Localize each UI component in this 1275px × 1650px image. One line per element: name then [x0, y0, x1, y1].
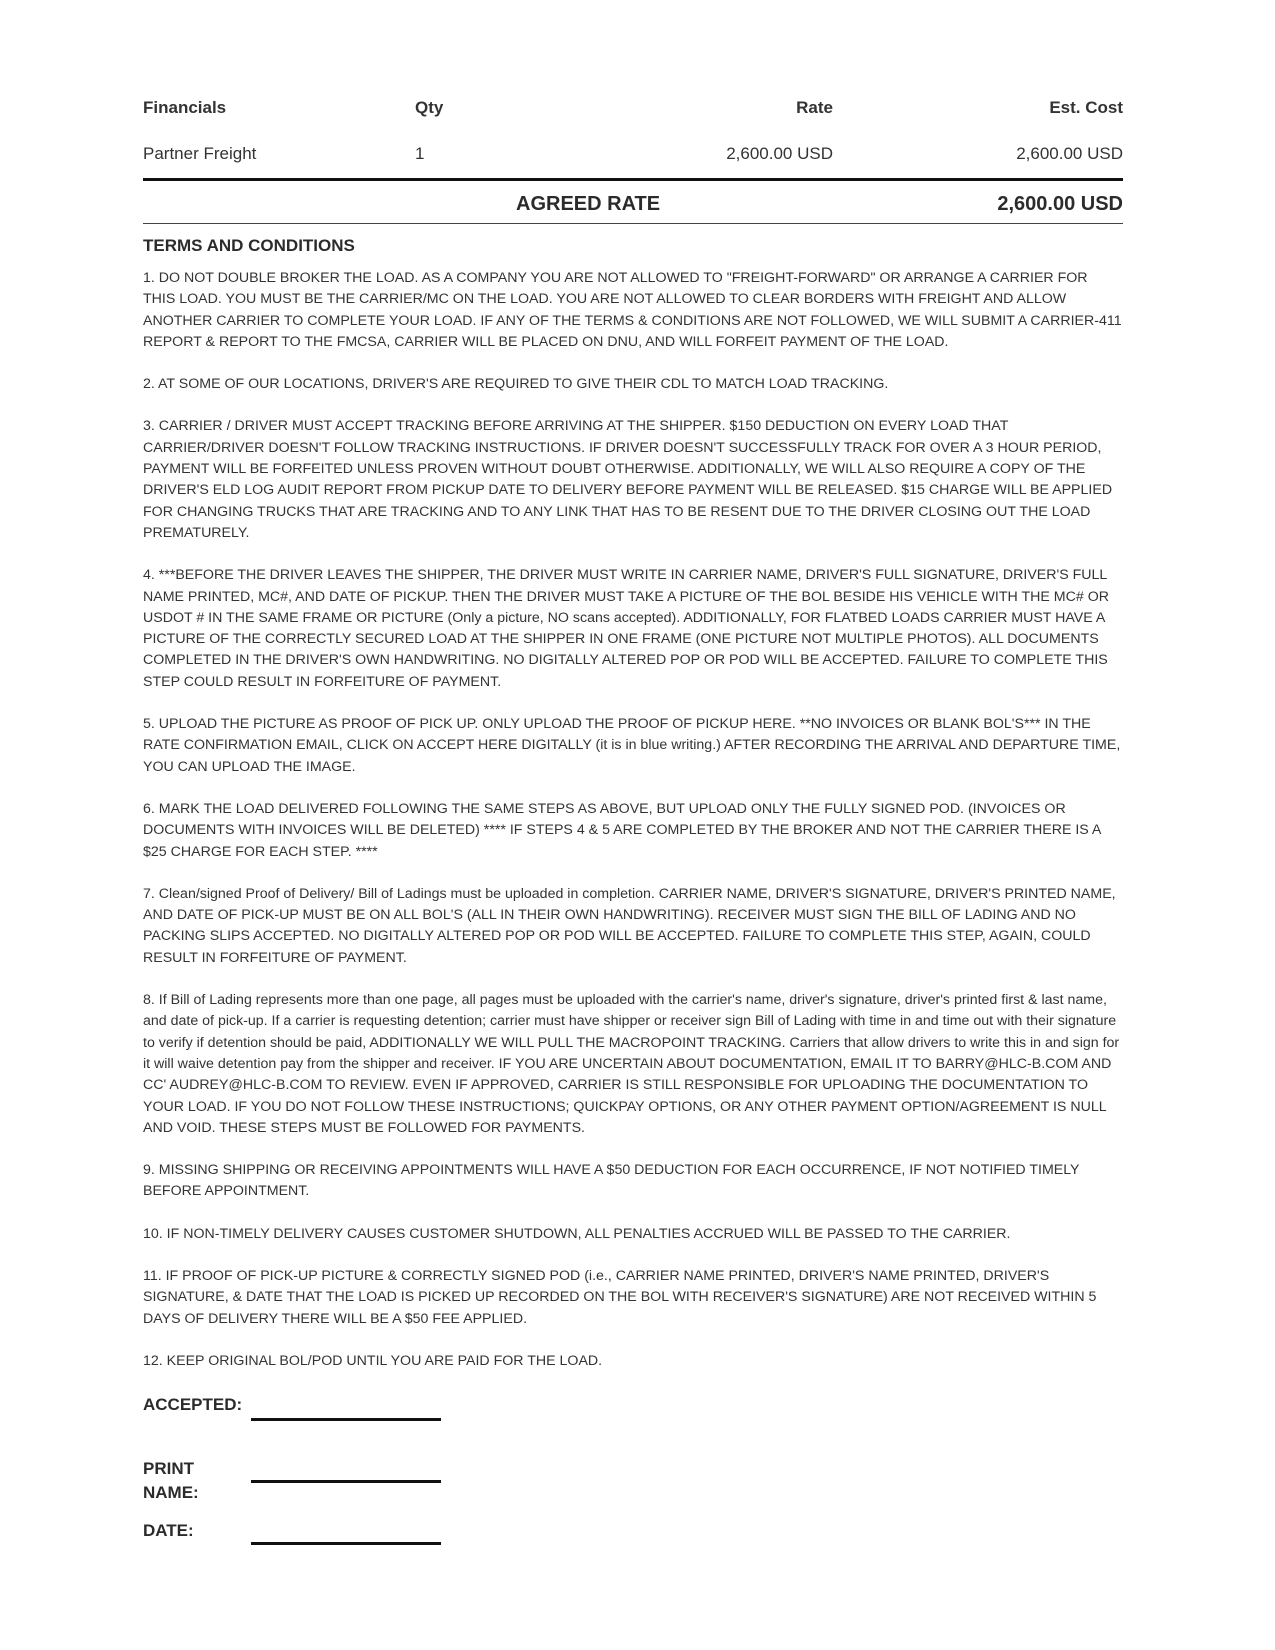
agreed-rate-label: AGREED RATE: [516, 193, 661, 215]
term-item: 7. Clean/signed Proof of Delivery/ Bill of Ladings must be uploaded in completion. CARRIER NAME, DRIVER'S SIGNATURE, DRIVER'S PRINTED NAME, AND DATE OF PICK-UP MUST BE ON ALL BOL'S (ALL IN THEIR OWN HANDWRITING). RECEIVER MUST SIGN THE BILL OF LADING AND NO PACKING SLIPS ACCEPTED. NO DIGITALLY ALTERED POP OR POD WILL BE ACCEPTED. FAILURE TO COMPLETE THIS STEP, AGAIN, COULD RESULT IN FORFEITURE OF PAYMENT.: [143, 885, 1116, 966]
term-item: 9. MISSING SHIPPING OR RECEIVING APPOINTMENTS WILL HAVE A $50 DEDUCTION FOR EACH OCCURRENCE, IF NOT NOTIFIED TIMELY BEFORE APPOINTMENT.: [143, 1162, 1080, 1200]
term-item: 2. AT SOME OF OUR LOCATIONS, DRIVER'S ARE REQUIRED TO GIVE THEIR CDL TO MATCH LOAD TRACKING.: [143, 376, 889, 393]
print-name-label-line2: NAME:: [143, 1483, 199, 1503]
term-item: 3. CARRIER / DRIVER MUST ACCEPT TRACKING BEFORE ARRIVING AT THE SHIPPER. $150 DEDUCTION ON EVERY LOAD THAT CARRIER/DRIVER DOESN'T FOLLOW TRACKING INSTRUCTIONS. IF DRIVER DOESN'T SUCCESSFULLY TRACK FOR OVER A 3 HOUR PERIOD, PAYMENT WILL BE FORFEITED UNLESS PROVEN WITHOUT DOUBT OTHERWISE. ADDITIONALLY, WE WILL ALSO REQUIRE A COPY OF THE DRIVER'S ELD LOG AUDIT REPORT FROM PICKUP DATE TO DELIVERY BEFORE PAYMENT WILL BE RELEASED. $15 CHARGE WILL BE APPLIED FOR CHANGING TRUCKS THAT ARE TRACKING AND TO ANY LINK THAT HAS TO BE RESENT DUE TO THE DRIVER CLOSING OUT THE LOAD PREMATURELY.: [143, 418, 1113, 541]
agreed-rate-row: [143, 193, 1123, 221]
accepted-label: ACCEPTED:: [143, 1395, 243, 1415]
print-name-row: [143, 1459, 1123, 1519]
rate-column-header: Rate: [796, 98, 833, 117]
date-line[interactable]: [251, 1542, 441, 1545]
date-label: DATE:: [143, 1521, 194, 1541]
financials-header-row: [143, 98, 1123, 122]
line-item-rate: 2,600.00 USD: [726, 144, 833, 163]
financials-column-header: Financials: [143, 98, 227, 117]
line-item-name: Partner Freight: [143, 144, 257, 163]
line-item-qty: 1: [415, 144, 425, 163]
term-item: 1. DO NOT DOUBLE BROKER THE LOAD. AS A COMPANY YOU ARE NOT ALLOWED TO "FREIGHT-FORWARD" OR ARRANGE A CARRIER FOR THIS LOAD. YOU MUST BE THE CARRIER/MC ON THE LOAD. YOU ARE NOT ALLOWED TO CLEAR BORDERS WITH FREIGHT AND ALLOW ANOTHER CARRIER TO COMPLETE YOUR LOAD. IF ANY OF THE TERMS & CONDITIONS ARE NOT FOLLOWED, WE WILL SUBMIT A CARRIER-411 REPORT & REPORT TO THE FMCSA, CARRIER WILL BE PLACED ON DNU, AND WILL FORFEIT PAYMENT OF THE LOAD.: [143, 270, 1122, 350]
term-item: 11. IF PROOF OF PICK-UP PICTURE & CORRECTLY SIGNED POD (i.e., CARRIER NAME PRINTED, DRIVER'S NAME PRINTED, DRIVER'S SIGNATURE, & DATE THAT THE LOAD IS PICKED UP RECORDED ON THE BOL WITH RECEIVER'S SIGNATURE) ARE NOT RECEIVED WITHIN 5 DAYS OF DELIVERY THERE WILL BE A $50 FEE APPLIED.: [143, 1267, 1097, 1327]
total-divider: [143, 178, 1123, 181]
term-item: 10. IF NON-TIMELY DELIVERY CAUSES CUSTOMER SHUTDOWN, ALL PENALTIES ACCRUED WILL BE PASSED TO THE CARRIER.: [143, 1225, 1011, 1242]
rate-confirmation-page: [143, 98, 1123, 1559]
agreed-rate-value: 2,600.00 USD: [997, 193, 1123, 215]
line-item-est-cost: 2,600.00 USD: [1016, 144, 1123, 163]
signature-block: [143, 1393, 1123, 1559]
term-item: 6. MARK THE LOAD DELIVERED FOLLOWING THE SAME STEPS AS ABOVE, BUT UPLOAD ONLY THE FULLY SIGNED POD. (INVOICES OR DOCUMENTS WITH INVOICES WILL BE DELETED) **** IF STEPS 4 & 5 ARE COMPLETED BY THE BROKER AND NOT THE CARRIER THERE IS A $25 CHARGE FOR EACH STEP. ****: [143, 800, 1101, 860]
terms-list: [143, 268, 1123, 1372]
accepted-row: [143, 1393, 1123, 1459]
print-name-label-line1: PRINT: [143, 1459, 194, 1479]
term-item: 8. If Bill of Lading represents more than one page, all pages must be uploaded with the carrier's name, driver's signature, driver's printed first & last name, and date of pick-up. If a carrier is requesting detention; carrier must have shipper or receiver sign Bill of Lading with time in and time out with their signature to verify if detention should be paid, ADDITIONALLY WE WILL PULL THE MACROPOINT TRACKING. Carriers that allow drivers to write this in and sign for it will waive detention pay from the shipper and receiver. IF YOU ARE UNCERTAIN ABOUT DOCUMENTATION, EMAIL IT TO BARRY@HLC-B.COM AND CC' AUDREY@HLC-B.COM TO REVIEW. EVEN IF APPROVED, CARRIER IS STILL RESPONSIBLE FOR UPLOADING THE DOCUMENTATION TO YOUR LOAD. IF YOU DO NOT FOLLOW THESE INSTRUCTIONS; QUICKPAY OPTIONS, OR ANY OTHER PAYMENT OPTION/AGREEMENT IS NULL AND VOID. THESE STEPS MUST BE FOLLOWED FOR PAYMENTS.: [143, 992, 1120, 1136]
term-item: 5. UPLOAD THE PICTURE AS PROOF OF PICK UP. ONLY UPLOAD THE PROOF OF PICKUP HERE. **NO INVOICES OR BLANK BOL'S*** IN THE RATE CONFIRMATION EMAIL, CLICK ON ACCEPT HERE DIGITALLY (it is in blue writing.) AFTER RECORDING THE ARRIVAL AND DEPARTURE TIME, YOU CAN UPLOAD THE IMAGE.: [143, 716, 1121, 775]
term-item: 12. KEEP ORIGINAL BOL/POD UNTIL YOU ARE PAID FOR THE LOAD.: [143, 1352, 603, 1369]
accepted-signature-line[interactable]: [251, 1418, 441, 1421]
date-row: [143, 1519, 1123, 1559]
table-row: [143, 144, 1123, 168]
est-cost-column-header: Est. Cost: [1049, 98, 1123, 117]
print-name-line[interactable]: [251, 1480, 441, 1483]
terms-title: TERMS AND CONDITIONS: [143, 236, 355, 255]
qty-column-header: Qty: [415, 98, 444, 117]
term-item: 4. ***BEFORE THE DRIVER LEAVES THE SHIPPER, THE DRIVER MUST WRITE IN CARRIER NAME, DRIVER'S FULL SIGNATURE, DRIVER'S FULL NAME PRINTED, MC#, AND DATE OF PICKUP. THEN THE DRIVER MUST TAKE A PICTURE OF THE BOL BESIDE HIS VEHICLE WITH THE MC# OR USDOT # IN THE SAME FRAME OR PICTURE (Only a picture, NO scans accepted). ADDITIONALLY, FOR FLATBED LOADS CARRIER MUST HAVE A PICTURE OF THE CORRECTLY SECURED LOAD AT THE SHIPPER IN ONE FRAME (ONE PICTURE NOT MULTIPLE PHOTOS). ALL DOCUMENTS COMPLETED IN THE DRIVER'S OWN HANDWRITING. NO DIGITALLY ALTERED POP OR POD WILL BE ACCEPTED. FAILURE TO COMPLETE THIS STEP COULD RESULT IN FORFEITURE OF PAYMENT.: [143, 567, 1109, 690]
agreed-rate-underline: [143, 223, 1123, 224]
